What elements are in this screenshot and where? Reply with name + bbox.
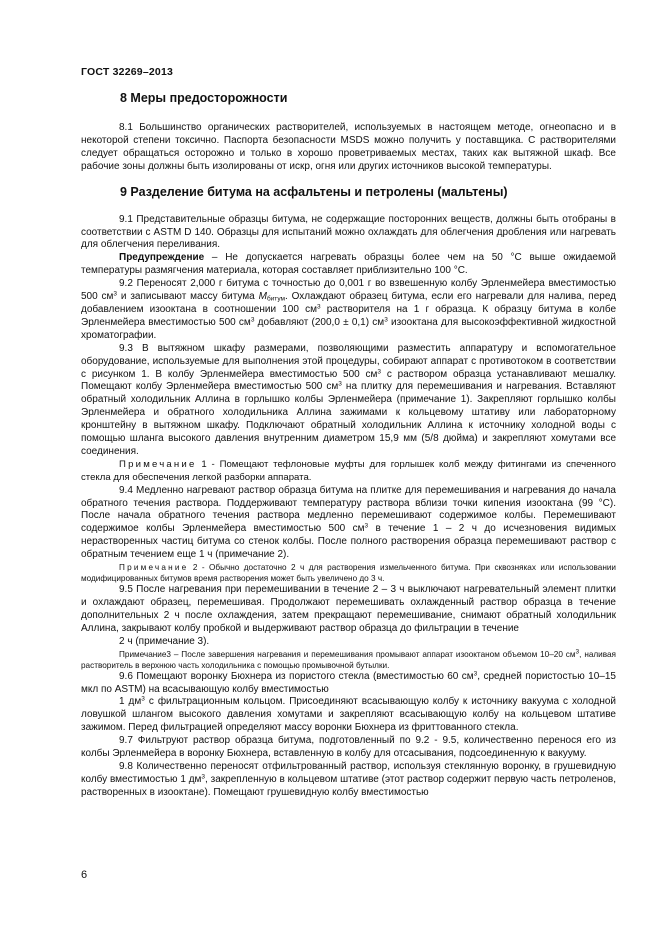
sup-cube: 3 [377,368,382,375]
note-1 [81,459,616,485]
document-header-id: ГОСТ 32269–2013 [81,66,174,78]
note-1-label: Примечание [119,458,197,470]
p9-6-b: , средней пористостью 10–15 мкл по ASTM) на всасывающую колбу вместимостью [81,670,616,695]
paragraph-9-4 [81,485,616,562]
sup-cube: 3 [250,316,255,324]
paragraph-9-7: 9.7 Фильтруют раствор образца битума, подготовленный по 9.2 - 9.5, количественно перенося его из колбы Эрленмейера в воронку Бюхнера, вставленную в колбу для отсасывания, подсоединенную к вакууму. [81,735,616,760]
paragraph-9-5: 9.5 После нагревания при перемешивании в течение 2 – 3 ч выключают нагревательный элемент плитки и охлаждают образец, перемешивая. Продолжают перемешивать охлажденный раствор образца в течение дополнительных 2 ч после охлаждения, затем прекращают перемешивание, снимают обратный холодильник Аллина, закрывают колбу пробкой и выдерживают раствор образца до фильтрации в течение [81,584,616,634]
sup-cube: 3 [113,290,118,298]
warning-text: – Не допускается нагревать образцы более чем на 50 °C выше ожидаемой температуры размягчения материала, которая составляет приблизительно 100 °C. [81,252,616,277]
p9-2-a: 9.2 Переносят 2,000 г битума с точностью до 0,001 г во взвешенную колбу Эрленмейера вместимостью 500 см [81,278,616,303]
note-2-text: 2 - Обычно достаточно 2 ч для растворения измельченного битума. При сквозняках или использовании модифицированных битумов время растворения может быть увеличено до 3 ч. [81,563,616,584]
p9-3-c: на плитку для перемешивания и нагревания. Вставляют обратный холодильник Аллина в горлышко колбы Эрленмейера (примечание 1). Закрепляют горлышко колбы Эрленмейера и обратного холодильника Аллина зажимами к кольцевому штативу или лабораторному кронштейну в вытяжном шкафу. Подключают обратный холодильник Аллина к источнику холодной воды с помощью шланга высокого давления внутренним диаметром 15,9 мм (5/8 дюйма) и закрепляют хомутами все соединения. [81,381,616,457]
paragraph-9-6 [81,671,616,697]
note-1-text: 1 - Помещают тефлоновые муфты для горлышек колб между фитингами из спеченного стекла для обеспечения легкой разборки аппарата. [81,458,616,483]
paragraph-9-8 [81,761,616,800]
p9-6-a: 9.6 Помещают воронку Бюхнера из пористого стекла (вместимостью 60 см [119,670,474,682]
note-3 [81,649,616,671]
note-2 [81,562,616,584]
sup-cube: 3 [364,522,369,530]
p9-4-a: 9.4 Медленно нагревают раствор образца битума на плитке для перемешивания и нагревания до начала обратного течения раствора. Поддерживают температуру раствора вблизи точки кипения изооктана (99 °C). После начала обратного течения раствора медленно перемешивают содержимое колбы. Перемешивают содержимое колбы Эрленмейера вместимостью 500 см [81,484,616,535]
sup-cube: 3 [384,316,388,324]
sup-cube: 3 [338,380,342,388]
p9-2-c: . Охлаждают образец битума, если его нагревали для налива, перед добавлением изооктана в соотношении 100 см [81,291,616,315]
p9-6-c: 1 дм [119,696,142,708]
note-3-b: , наливая растворитель в верхнюю часть холодильника с помощью промывочной бутылки. [81,649,616,670]
paragraph-9-6-cont [81,696,616,735]
p9-3-b: с раствором образца устанавливают мешалку. Помещают колбу Эрленмейера вместимостью 500 см [81,368,617,393]
sup-cube: 3 [473,670,478,678]
section-8-title: 8 Меры предосторожности [120,91,288,105]
warning-label: Предупреждение [119,252,205,264]
p9-8-a: 9.8 Количественно переносят отфильтрованный раствор, используя стеклянную воронку, в грушевидную колбу вместимостью 1 дм [81,760,616,785]
page-number: 6 [81,869,88,881]
sup-cube: 3 [575,648,580,656]
mass-subscript: битум [266,295,285,303]
sup-cube: 3 [201,773,206,781]
sup-cube: 3 [141,695,145,703]
p9-6-d: с фильтрационным кольцом. Присоединяют всасывающую колбу к источнику вакуума с холодной ловушкой шлангом высокого давления хомутами и закрепляют всасывающую колбу на кольцевом штативе зажимом. Перед фильтрацией определяют массу воронки Бюхнера из фриттованного стекла. [81,696,616,734]
warning-paragraph [81,252,616,278]
note-3-a: Примечание3 – После завершения нагревания и перемешивания промывают аппарат изооктаном объемом 10–20 см [119,649,576,659]
p9-2-b: и записывают массу битума [117,291,259,303]
p9-3-a: 9.3 В вытяжном шкафу размерами, позволяющими разместить аппаратуру и вспомогательное оборудование, используемые для выполнения этой процедуры, собирают аппарат с противотоком в соответствии с рисунком 1. В колбу Эрленмейера вместимостью 500 см [81,342,616,380]
p9-2-f: изооктана для высокоэффективной жидкостной хроматографии. [81,316,616,341]
note-2-label: Примечание [119,563,189,573]
paragraph-9-3 [81,343,616,459]
paragraph-9-1: 9.1 Представительные образцы битума, не содержащие посторонних веществ, должны быть отобраны в соответствии с ASTM D 140. Образцы для испытаний можно охлаждать для облегчения дробления или нагревать для облегчения переливания. [81,213,616,251]
document-body [81,90,616,800]
p9-2-e: добавляют (200,0 ± 0,1) см [254,316,385,328]
section-9-title: 9 Разделение битума на асфальтены и петролены (мальтены) [120,184,508,199]
sup-cube: 3 [316,303,321,311]
paragraph-9-2 [81,278,616,343]
p9-8-b: , закрепленную в кольцевом штативе (этот раствор содержит первую часть петроленов, растворенных в изооктане). Помещают грушевидную колбу вместимостью [81,773,616,798]
paragraph-8-1: 8.1 Большинство органических растворителей, используемых в настоящем методе, огнеопасно и в некоторой степени токсично. Паспорта безопасности MSDS можно получить у поставщика. С растворителями следует обращаться осторожно и только в хорошо проветриваемых местах, таких как вытяжной шкаф. Все рабочие зоны должны быть изолированы от искр, огня или других источников высокой температуры. [81,122,616,172]
paragraph-9-5-tail: 2 ч (примечание 3). [119,635,210,647]
p9-4-b: в течение 1 – 2 ч до исчезновения видимых нерастворенных частиц битума со стенок колбы. После полного растворения образца перемешивают раствор с обратным течением еще 1 ч (примечание 2). [81,523,617,561]
p9-2-d: растворителя на 1 г образца. К образцу битума в колбе Эрленмейера вместимостью 500 см [81,303,617,328]
mass-symbol: M [258,291,267,303]
